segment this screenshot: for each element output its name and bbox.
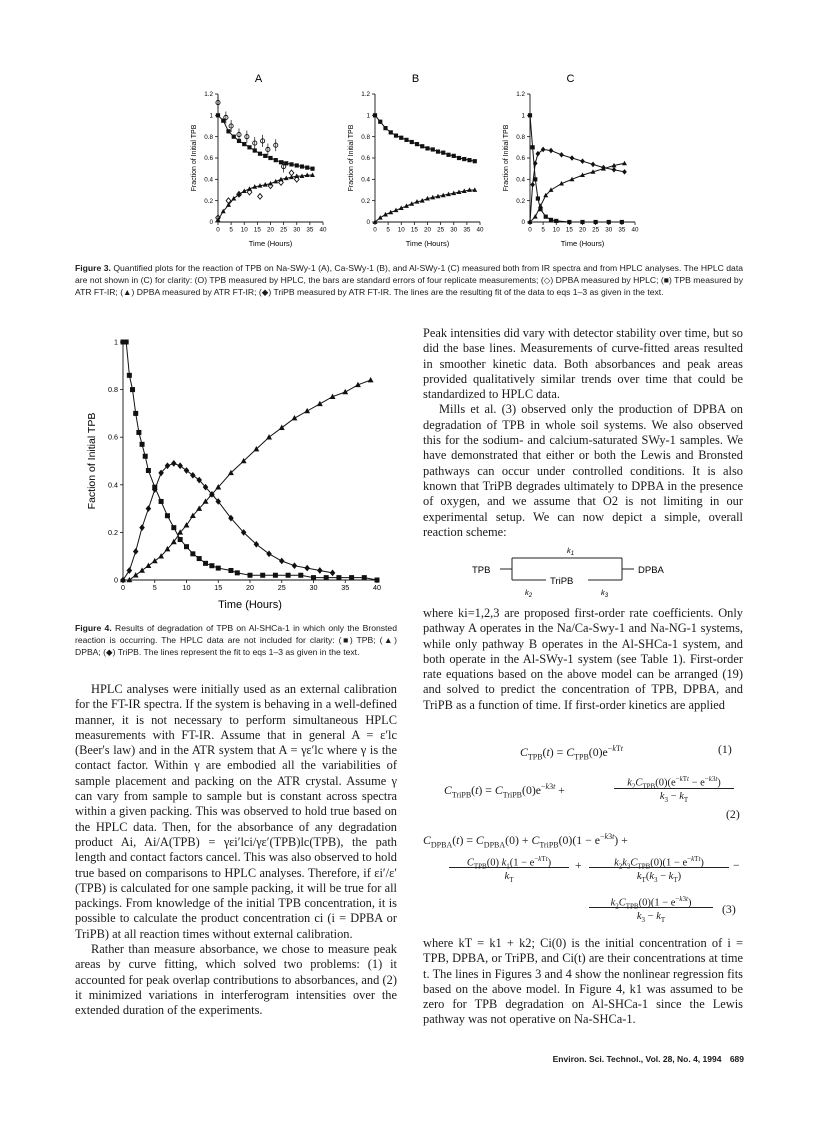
x-tick-label: 30 bbox=[450, 226, 458, 234]
data-point bbox=[178, 537, 183, 542]
data-point bbox=[549, 187, 554, 192]
x-axis-label: Time (Hours) bbox=[405, 239, 450, 248]
data-point bbox=[203, 561, 208, 566]
paragraph-rate-coefficients: where ki=1,2,3 are proposed first-order rate coefficients. Only pathway A operates in the Na/Ca-Swy-1 and Na-NG-1 systems, while only pathway B operates in the Al-SHCa-1 system, and both operate in the Al-SWy-1 system (see Table 1). First-order rate equations based on the above model can be arranged (19) and solved to predict the concentration of TPB, DPBA, and TriPB as a function of time. If first-order kinetics are applied bbox=[423, 606, 743, 712]
page-number: 689 bbox=[729, 1054, 744, 1064]
y-tick-label: 0 bbox=[521, 219, 525, 227]
reaction-scheme bbox=[470, 544, 700, 602]
data-point bbox=[378, 120, 382, 124]
data-point bbox=[209, 563, 214, 568]
equation-1-number: (1) bbox=[718, 742, 732, 756]
data-point bbox=[304, 565, 310, 572]
data-point bbox=[292, 415, 298, 420]
data-point bbox=[130, 387, 135, 392]
x-axis-label: Time (Hours) bbox=[218, 599, 282, 611]
data-point bbox=[152, 558, 158, 563]
y-tick-label: 1.2 bbox=[204, 91, 213, 99]
x-tick-label: 0 bbox=[528, 226, 532, 234]
x-tick-label: 0 bbox=[216, 226, 220, 234]
x-tick-label: 5 bbox=[229, 226, 233, 234]
data-point bbox=[274, 158, 278, 162]
page-footer bbox=[500, 1054, 744, 1064]
x-tick-label: 40 bbox=[373, 583, 381, 593]
x-tick-label: 15 bbox=[410, 226, 418, 234]
data-point bbox=[612, 167, 617, 173]
data-point bbox=[620, 220, 624, 224]
data-point bbox=[330, 570, 336, 577]
y-tick-label: 0.6 bbox=[108, 432, 118, 442]
x-tick-label: 5 bbox=[541, 226, 545, 234]
y-axis-label: Fraction of Initial TPB bbox=[348, 124, 355, 192]
data-point bbox=[591, 162, 596, 168]
figure-4-caption-label: Figure 4. bbox=[75, 623, 112, 633]
data-point bbox=[336, 575, 341, 580]
x-tick-label: 15 bbox=[214, 583, 223, 593]
data-point bbox=[467, 158, 471, 162]
scheme-k3: $k_3$ bbox=[601, 588, 609, 599]
fit-line bbox=[375, 115, 475, 161]
data-point bbox=[441, 151, 445, 155]
data-point bbox=[143, 454, 148, 459]
data-point bbox=[594, 220, 598, 224]
data-point bbox=[140, 442, 145, 447]
x-tick-label: 15 bbox=[253, 226, 261, 234]
data-point bbox=[171, 525, 176, 530]
figure-3-caption-label: Figure 3. bbox=[75, 263, 111, 273]
y-tick-label: 0.8 bbox=[204, 133, 213, 141]
data-point bbox=[378, 215, 383, 220]
data-point bbox=[425, 146, 429, 150]
y-tick-label: 0.2 bbox=[204, 197, 213, 205]
figure-4-chart bbox=[75, 328, 395, 620]
data-point bbox=[184, 467, 190, 474]
y-tick-label: 0.2 bbox=[361, 197, 370, 205]
equation-1: $C_{TPB}(t) = C_{TPB}(0)e^{-kTt}$ bbox=[520, 744, 623, 762]
data-point bbox=[242, 142, 246, 146]
data-point bbox=[145, 563, 151, 568]
y-tick-label: 0.6 bbox=[204, 155, 213, 163]
y-tick-label: 0.8 bbox=[516, 133, 525, 141]
data-point bbox=[317, 567, 323, 574]
x-tick-label: 10 bbox=[182, 583, 191, 593]
data-point bbox=[349, 575, 354, 580]
data-point bbox=[420, 144, 424, 148]
data-point bbox=[622, 161, 627, 166]
data-point bbox=[286, 573, 291, 578]
data-point bbox=[528, 113, 532, 117]
y-tick-label: 0 bbox=[114, 575, 118, 585]
data-point bbox=[373, 113, 377, 117]
data-point bbox=[375, 578, 380, 583]
data-point bbox=[531, 145, 535, 149]
y-tick-label: 0.6 bbox=[361, 155, 370, 163]
data-point bbox=[197, 556, 202, 561]
x-tick-label: 40 bbox=[631, 226, 639, 234]
x-tick-label: 35 bbox=[618, 226, 626, 234]
x-tick-label: 25 bbox=[437, 226, 445, 234]
x-tick-label: 25 bbox=[592, 226, 600, 234]
data-point bbox=[248, 573, 253, 578]
y-tick-label: 0.8 bbox=[108, 385, 118, 395]
data-point bbox=[530, 182, 535, 188]
data-point bbox=[258, 152, 262, 156]
data-point bbox=[279, 558, 285, 565]
data-point bbox=[457, 156, 461, 160]
data-point bbox=[368, 377, 374, 382]
x-tick-label: 30 bbox=[309, 583, 318, 593]
x-tick-label: 20 bbox=[578, 226, 587, 234]
left-column-text bbox=[75, 682, 397, 1019]
data-point bbox=[559, 152, 564, 158]
y-tick-label: 1 bbox=[521, 112, 525, 120]
equation-2: $C_{TriPB}(t) = C_{TriPB}(0)e^{-k3t}$ + $k_2C_{TPB}(0)(e^{-kTt} - e^{-k3t})$ $k_3 - k_T$ bbox=[444, 772, 744, 804]
data-point bbox=[383, 126, 387, 130]
figure-3-caption bbox=[75, 262, 743, 299]
right-column-bottom bbox=[423, 936, 743, 1028]
data-point bbox=[310, 167, 314, 171]
scheme-tripb: TriPB bbox=[550, 576, 574, 587]
data-point bbox=[436, 150, 440, 154]
data-point bbox=[235, 570, 240, 575]
equation-3-number: (3) bbox=[722, 902, 736, 916]
data-point bbox=[228, 568, 233, 573]
fit-line bbox=[375, 190, 475, 222]
data-point bbox=[165, 513, 170, 518]
y-tick-label: 0.2 bbox=[108, 527, 118, 537]
data-point bbox=[298, 573, 303, 578]
data-point bbox=[305, 166, 309, 170]
data-point bbox=[295, 163, 299, 167]
data-point bbox=[580, 158, 585, 164]
equation-3: $C_{DPBA}(t) = C_{DPBA}(0) + C_{TriPB}(0)(1 - e^{-k3t})$ + $C_{TPB}(0) k_1(1 - e^{-kTt})$ $k_T$ + $k_2k_3C_{TPB}(0)(1 - e^{-kTt})$ $k_T(k_3 - k_T)$ − $k_2C_{TPB}(0)(1 - e^{-k3t})$ $k_3 - k_T$ bbox=[423, 832, 740, 925]
data-point bbox=[258, 194, 263, 200]
data-point bbox=[263, 154, 267, 158]
data-point bbox=[362, 575, 367, 580]
reaction-scheme-diagram bbox=[470, 544, 700, 602]
data-point bbox=[177, 462, 183, 469]
panel-letter: C bbox=[566, 73, 575, 85]
y-tick-label: 0.6 bbox=[516, 155, 525, 163]
data-point bbox=[171, 460, 177, 467]
data-point bbox=[446, 153, 450, 157]
figure-3 bbox=[190, 70, 650, 260]
data-point bbox=[289, 162, 293, 166]
x-tick-label: 20 bbox=[423, 226, 432, 234]
x-tick-label: 30 bbox=[605, 226, 613, 234]
data-point bbox=[127, 373, 132, 378]
y-axis-label: Faction of Initial TPB bbox=[86, 412, 98, 510]
data-point bbox=[226, 129, 230, 133]
data-point bbox=[410, 140, 414, 144]
figure-4-caption-text: Results of degradation of TPB on Al-SHCa-1 in which only the Bronsted reaction is occurring. The HPLC data are not included for clarity: (■) TPB; (▲) DPBA; (◆) TriPB. The lines represent the fit to eqs 1–3 as given in the text. bbox=[75, 623, 397, 658]
paragraph-mills: Mills et al. (3) observed only the production of DPBA on degradation of TPB in whole soil systems. We also observed this for the sodium- and calcium-saturated SWy-1 samples. We have demonstrated that either or both the Lewis and Bronsted pathways can occur under controlled conditions. It is also known that TriPB degrades ultimately to DPBA in the presence of oxygen, and we assume that O2 is not limiting in our experimental setup. We can now depict a simple, overall reaction scheme: bbox=[423, 402, 743, 539]
data-point bbox=[247, 145, 251, 149]
data-point bbox=[570, 155, 575, 161]
data-point bbox=[124, 340, 129, 345]
data-point bbox=[184, 544, 189, 549]
figure-3-caption-text: Quantified plots for the reaction of TPB on Na-SWy-1 (A), Ca-SWy-1 (B), and Al-SWy-1 (C) measured both from IR spectra and from HPLC analyses. The HPLC data are not shown in (C) for clarity: (O) TPB measured by HPLC, the bars are standard errors of four replicate measurements; (◇) DPBA measured by HPLC; (■) TPB measured by ATR FT-IR; (▲) DPBA measured by ATR FT-IR; (◆) TriPB measured by ATR FT-IR. The lines are the resulting fit of the data to eqs 1–3 as given in the text. bbox=[75, 263, 743, 298]
data-point bbox=[304, 408, 310, 413]
data-point bbox=[279, 160, 283, 164]
y-tick-label: 1.2 bbox=[361, 91, 370, 99]
y-tick-label: 0.2 bbox=[516, 197, 525, 205]
journal-citation: Environ. Sci. Technol., Vol. 28, No. 4, 1994 bbox=[552, 1054, 722, 1064]
y-tick-label: 0.4 bbox=[361, 176, 370, 184]
data-point bbox=[136, 430, 141, 435]
y-tick-label: 0 bbox=[366, 219, 370, 227]
scheme-tpb: TPB bbox=[472, 565, 491, 576]
y-tick-label: 1 bbox=[366, 112, 370, 120]
scheme-k2: $k_2$ bbox=[525, 588, 533, 599]
panel-letter: B bbox=[411, 73, 420, 85]
data-point bbox=[311, 575, 316, 580]
fit-line bbox=[530, 150, 625, 223]
data-point bbox=[394, 134, 398, 138]
data-point bbox=[567, 220, 571, 224]
data-point bbox=[268, 156, 272, 160]
data-point bbox=[232, 135, 236, 139]
x-tick-label: 10 bbox=[397, 226, 405, 234]
paragraph-regression: where kT = k1 + k2; Ci(0) is the initial concentration of i = TPB, DPBA, or TriPB, and Ci(t) are their concentrations at time t. The lines in Figures 3 and 4 show the nonlinear regression fits based on the above model. In Figure 4, k1 was assumed to be zero for TPB degradation on Al-SHCa-1 since the Lewis pathway was not operative on Na-SHCa-1. bbox=[423, 936, 743, 1027]
data-point bbox=[324, 575, 329, 580]
data-point bbox=[216, 113, 220, 117]
figure-3-panel-a bbox=[191, 73, 327, 248]
data-point bbox=[133, 548, 139, 555]
y-tick-label: 1.2 bbox=[516, 91, 525, 99]
panel-letter: A bbox=[254, 73, 263, 85]
data-point bbox=[399, 136, 403, 140]
x-tick-label: 5 bbox=[152, 583, 157, 593]
data-point bbox=[139, 524, 145, 531]
x-axis-label: Time (Hours) bbox=[560, 239, 605, 248]
x-tick-label: 15 bbox=[565, 226, 573, 234]
x-tick-label: 20 bbox=[266, 226, 275, 234]
x-tick-label: 40 bbox=[476, 226, 484, 234]
x-tick-label: 20 bbox=[246, 583, 254, 593]
x-tick-label: 10 bbox=[240, 226, 248, 234]
data-point bbox=[622, 169, 627, 175]
figure-3-chart bbox=[190, 70, 650, 260]
x-tick-label: 30 bbox=[293, 226, 301, 234]
scheme-k1: $k_1$ bbox=[567, 546, 575, 557]
x-tick-label: 40 bbox=[319, 226, 327, 234]
data-point bbox=[133, 572, 139, 577]
data-point bbox=[266, 550, 272, 557]
scheme-dpba: DPBA bbox=[638, 565, 664, 576]
data-point bbox=[580, 220, 584, 224]
data-point bbox=[536, 196, 540, 200]
data-point bbox=[549, 148, 554, 154]
data-point bbox=[190, 551, 195, 556]
data-point bbox=[404, 138, 408, 142]
y-axis-label: Fraction of Initial TPB bbox=[191, 124, 198, 192]
paragraph-peak-intensities: Peak intensities did vary with detector stability over time, but so did the base lines. Measurements of curve-fitted areas resulted in smoother kinetic data. Both absorbances and peak areas provided qualitatively similar trends over time that could be standardized to HPLC data. bbox=[423, 326, 743, 402]
data-point bbox=[415, 142, 419, 146]
x-tick-label: 0 bbox=[121, 583, 125, 593]
paragraph-hplc-calibration: HPLC analyses were initially used as an external calibration for the FT-IR spectra. If the system is behaving in a well-defined manner, it is not necessary to perform simultaneous HPLC measurements with FT-IR. Assume that in general A = ε′lc (Beer's law) and in the ATR system that A = γε′lc where γ is the contact factor. Within γ are embodied all the variabilities of sample placement and packing on the ATR crystal. Assume γ can vary from sample to sample but is constant across spectra within a given packing. This was observed to hold true based on the HPLC data. Then, for the absorbance of any degradation product Ai, Ai/A(TPB) = γεi′lci/γε′(TPB)lc(TPB), the path length and contact factors cancel. This was also observed to hold true based on comparisons to HPLC analyses. Therefore, if εi′/ε′(TPB) is calculated for one sample packing, it will be true for all packings. From knowledge of the initial TPB concentration, it is possible to calculate the product concentration ci (i = DPBA or TriPB) at all reaction times without external calibration. bbox=[75, 682, 397, 941]
data-point bbox=[462, 157, 466, 161]
fit-line bbox=[530, 163, 625, 222]
data-point bbox=[292, 562, 298, 569]
fit-line bbox=[218, 115, 313, 168]
x-tick-label: 10 bbox=[552, 226, 560, 234]
x-tick-label: 5 bbox=[386, 226, 390, 234]
figure-4 bbox=[75, 328, 395, 620]
x-tick-label: 35 bbox=[341, 583, 350, 593]
y-axis-label: Fraction of Initial TPB bbox=[503, 124, 510, 192]
data-point bbox=[133, 411, 138, 416]
data-point bbox=[159, 499, 164, 504]
data-point bbox=[139, 567, 145, 572]
y-tick-label: 1 bbox=[114, 337, 118, 347]
x-tick-label: 0 bbox=[373, 226, 377, 234]
figure-4-caption bbox=[75, 622, 397, 659]
x-tick-label: 25 bbox=[277, 583, 286, 593]
right-column-top bbox=[423, 326, 743, 540]
equation-2-number: (2) bbox=[726, 807, 740, 821]
y-tick-label: 0.4 bbox=[204, 176, 213, 184]
data-point bbox=[452, 154, 456, 158]
data-point bbox=[389, 130, 393, 134]
data-point bbox=[146, 505, 152, 512]
paragraph-peak-areas: Rather than measure absorbance, we chose to measure peak areas by curve fitting, which solved two problems: (1) it accounted for peak overlap contributions to absorbances, and (2) it minimized variations in interferogram intensities over the extended duration of the experiments. bbox=[75, 942, 397, 1018]
x-tick-label: 35 bbox=[306, 226, 314, 234]
figure-3-panel-c bbox=[503, 73, 639, 248]
data-point bbox=[273, 573, 278, 578]
fit-line bbox=[218, 175, 313, 220]
y-tick-label: 0.4 bbox=[516, 176, 525, 184]
data-point bbox=[342, 389, 348, 394]
data-point bbox=[317, 401, 323, 406]
data-point bbox=[300, 164, 304, 168]
data-point bbox=[190, 472, 196, 479]
x-tick-label: 25 bbox=[280, 226, 288, 234]
data-point bbox=[473, 159, 477, 163]
data-point bbox=[607, 220, 611, 224]
data-point bbox=[544, 215, 548, 219]
data-point bbox=[260, 573, 265, 578]
data-point bbox=[533, 214, 538, 219]
data-point bbox=[279, 425, 285, 430]
y-tick-label: 0.4 bbox=[108, 480, 118, 490]
data-point bbox=[431, 147, 435, 151]
data-point bbox=[554, 219, 558, 223]
fit-line bbox=[123, 380, 371, 580]
x-tick-label: 35 bbox=[463, 226, 471, 234]
figure-3-panel-b bbox=[348, 73, 484, 248]
y-tick-label: 0 bbox=[209, 219, 213, 227]
data-point bbox=[216, 566, 221, 571]
fit-line bbox=[123, 342, 377, 580]
y-tick-label: 0.8 bbox=[361, 133, 370, 141]
y-tick-label: 1 bbox=[209, 112, 213, 120]
data-point bbox=[549, 218, 553, 222]
data-point bbox=[266, 434, 272, 439]
x-axis-label: Time (Hours) bbox=[248, 239, 293, 248]
data-point bbox=[146, 468, 151, 473]
right-column-mid bbox=[423, 606, 743, 713]
